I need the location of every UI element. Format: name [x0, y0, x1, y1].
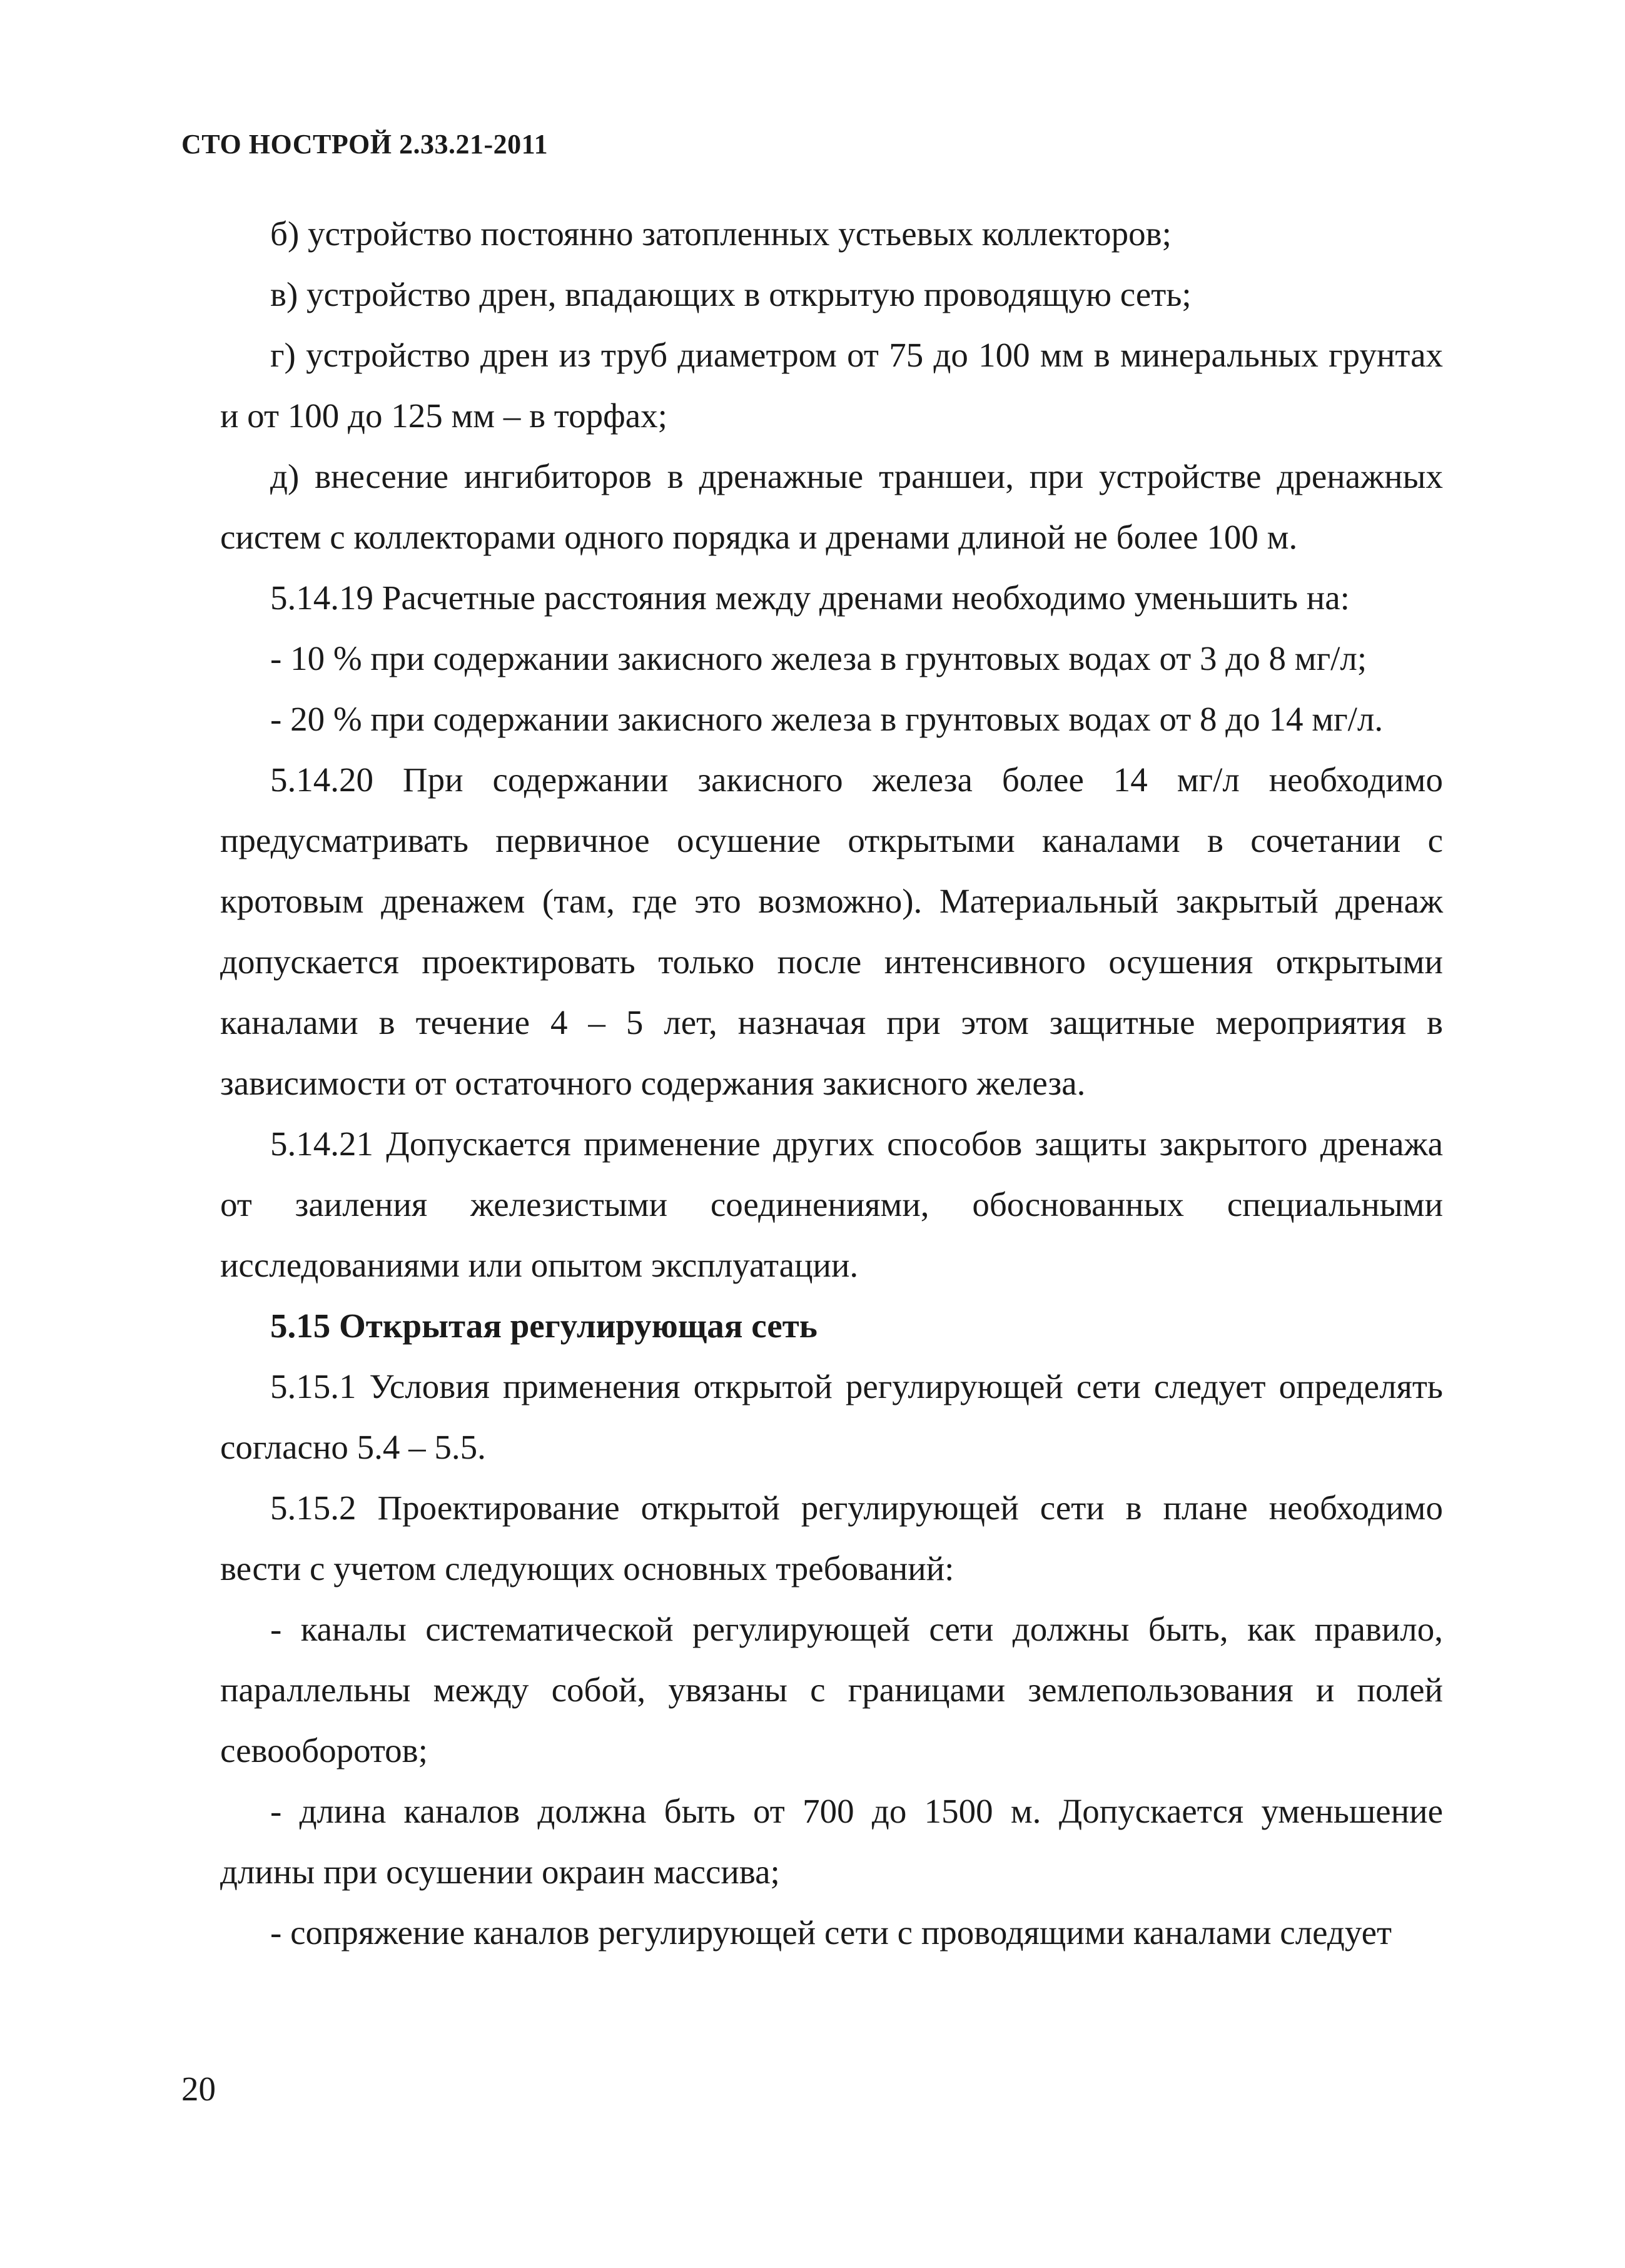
list-item-canal-length: - длина каналов должна быть от 700 до 1500 м. Допускается уменьшение длины при осушении окраин массива; [220, 1792, 1443, 1891]
paragraph-item-b: б) устройство постоянно затопленных устьевых коллекторов; [270, 215, 1172, 253]
list-item-20-percent: - 20 % при содержании закисного железа в грунтовых водах от 8 до 14 мг/л. [270, 700, 1384, 738]
paragraph-5-14-19: 5.14.19 Расчетные расстояния между дренами необходимо уменьшить на: [270, 579, 1350, 617]
list-item-10-percent: - 10 % при содержании закисного железа в грунтовых водах от 3 до 8 мг/л; [270, 639, 1367, 677]
paragraph-5-15-2: 5.15.2 Проектирование открытой регулирующей сети в плане необходимо вести с учетом следующих основных требований: [220, 1489, 1443, 1587]
page-number: 20 [181, 2070, 216, 2108]
list-item-canal-junction: - сопряжение каналов регулирующей сети с проводящими каналами следует [270, 1913, 1392, 1952]
document-header: СТО НОСТРОЙ 2.33.21-2011 [181, 129, 549, 159]
paragraph-item-g: г) устройство дрен из труб диаметром от 75 до 100 мм в минеральных грунтах и от 100 до 125 мм – в торфах; [220, 336, 1443, 435]
paragraph-item-d: д) внесение ингибиторов в дренажные траншеи, при устройстве дренажных систем с коллекторами одного порядка и дренами длиной не более 100 м. [220, 457, 1443, 556]
paragraph-5-14-21: 5.14.21 Допускается применение других способов защиты закрытого дренажа от заиления железистыми соединениями, обоснованных специальными исследованиями или опытом эксплуатации. [220, 1125, 1443, 1284]
document-body [220, 203, 1443, 1963]
section-heading-5-15: 5.15 Открытая регулирующая сеть [270, 1307, 818, 1345]
paragraph-5-14-20: 5.14.20 При содержании закисного железа более 14 мг/л необходимо предусматривать первичное осушение открытыми каналами в сочетании с кротовым дренажем (там, где это возможно). Материальный закрытый дренаж допускается проектировать только после интенсивного осушения открытыми каналами в течение 4 – 5 лет, назначая при этом защитные мероприятия в зависимости от остаточного содержания закисного железа. [220, 761, 1443, 1102]
paragraph-5-15-1: 5.15.1 Условия применения открытой регулирующей сети следует определять согласно 5.4 – 5.5. [220, 1367, 1443, 1466]
list-item-canals-parallel: - каналы систематической регулирующей сети должны быть, как правило, параллельны между собой, увязаны с границами землепользования и полей севооборотов; [220, 1610, 1443, 1769]
paragraph-item-v: в) устройство дрен, впадающих в открытую проводящую сеть; [270, 275, 1192, 313]
